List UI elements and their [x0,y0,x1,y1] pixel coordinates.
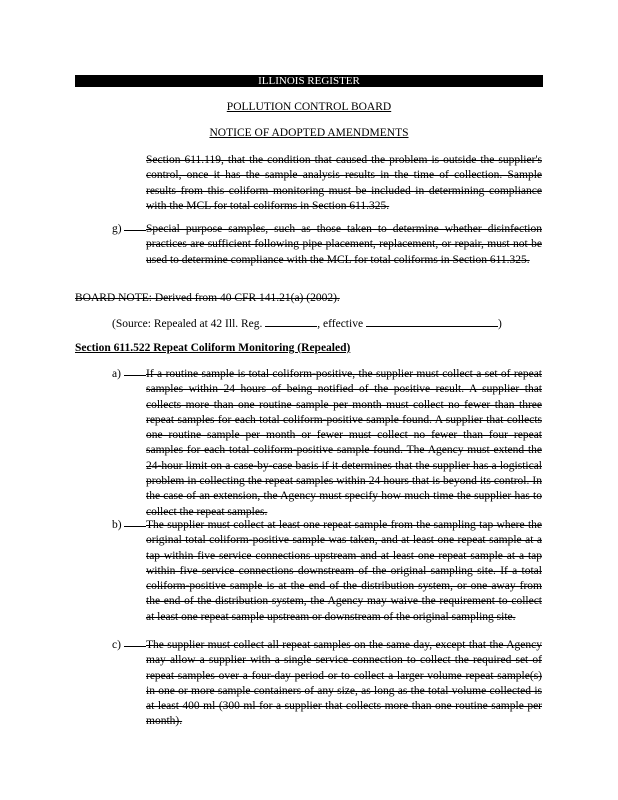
item-b-text: The supplier must collect at least one repeat sample from the sampling tap where the original total coliform-positive sample was taken, and at least one repeat sample at a tap within five service connections upstream and at least one repeat sample at a tap within five service connections downstream of the original sampling site. If a total coliform-positive sample is at the end of the distribution system, or one away from the end of the distribution system, the Agency may waive the requirement to collect at least one repeat sample upstream or downstream of the original sampling site. [146,519,542,623]
item-a-label: a) [112,368,121,380]
source-prefix: (Source: Repealed at 42 Ill. Reg. [112,318,263,330]
intro-paragraph: Section 611.119, that the condition that caused the problem is outside the supplier's control, once it has the sample analysis results in the time of collection. Sample results from this coliform monitoring must be included in determining compliance with the MCL for total coliforms in Section 611.325. [146,154,542,212]
item-c-label: c) [112,639,121,651]
item-c-text: The supplier must collect all repeat samples on the same day, except that the Agency may allow a supplier with a single service connection to collect the required set of repeat samples over a four-day period or to collect a larger volume repeat sample(s) in one or more sample containers of any size, as long as the total volume collected is at least 400 ml (300 ml for a supplier that collects more than one routine sample per month). [146,639,542,728]
effective-date-blank [366,316,498,327]
source-suffix: ) [497,318,502,330]
notice-title-line [75,126,543,141]
board-title: POLLUTION CONTROL BOARD [226,101,392,113]
notice-title: NOTICE OF ADOPTED AMENDMENTS [209,127,409,139]
source-note [112,316,512,332]
item-g-text: Special purpose samples, such as those taken to determine whether disinfection practices are sufficient following pipe placement, replacement, or repair, must not be used to determine compliance with the MCL for total coliforms in Section 611.325. [146,223,542,266]
section-heading: Section 611.522 Repeat Coliform Monitoring (Repealed) [75,342,351,354]
register-title-bar [75,75,543,87]
item-a-text: If a routine sample is total coliform-positive, the supplier must collect a set of repeat samples within 24 hours of being notified of the positive result. A supplier that collects more than one routine sample per month must collect no fewer than three repeat samples for each total coliform-positive sample found. A supplier that collects one routine sample per month or fewer must collect no fewer than four repeat samples for each total coliform-positive sample found. The Agency must extend the 24-hour limit on a case-by-case basis if it determines that the supplier has a logistical problem in collecting the repeat samples within 24 hours that is beyond its control. In the case of an extension, the Agency must specify how much time the supplier has to collect the repeat samples. [146,368,542,518]
item-a-dash [124,375,146,376]
board-title-line [75,100,543,115]
source-middle: , effective [317,318,364,330]
item-g-label: g) [112,223,122,235]
board-note: BOARD NOTE: Derived from 40 CFR 141.21(a) (2002). [75,292,340,304]
item-b-label: b) [112,519,122,531]
item-g-dash [124,230,146,231]
item-b-dash [124,526,146,527]
item-c-dash [124,646,146,647]
register-title: ILLINOIS REGISTER [258,75,360,87]
register-page-blank [265,316,317,327]
